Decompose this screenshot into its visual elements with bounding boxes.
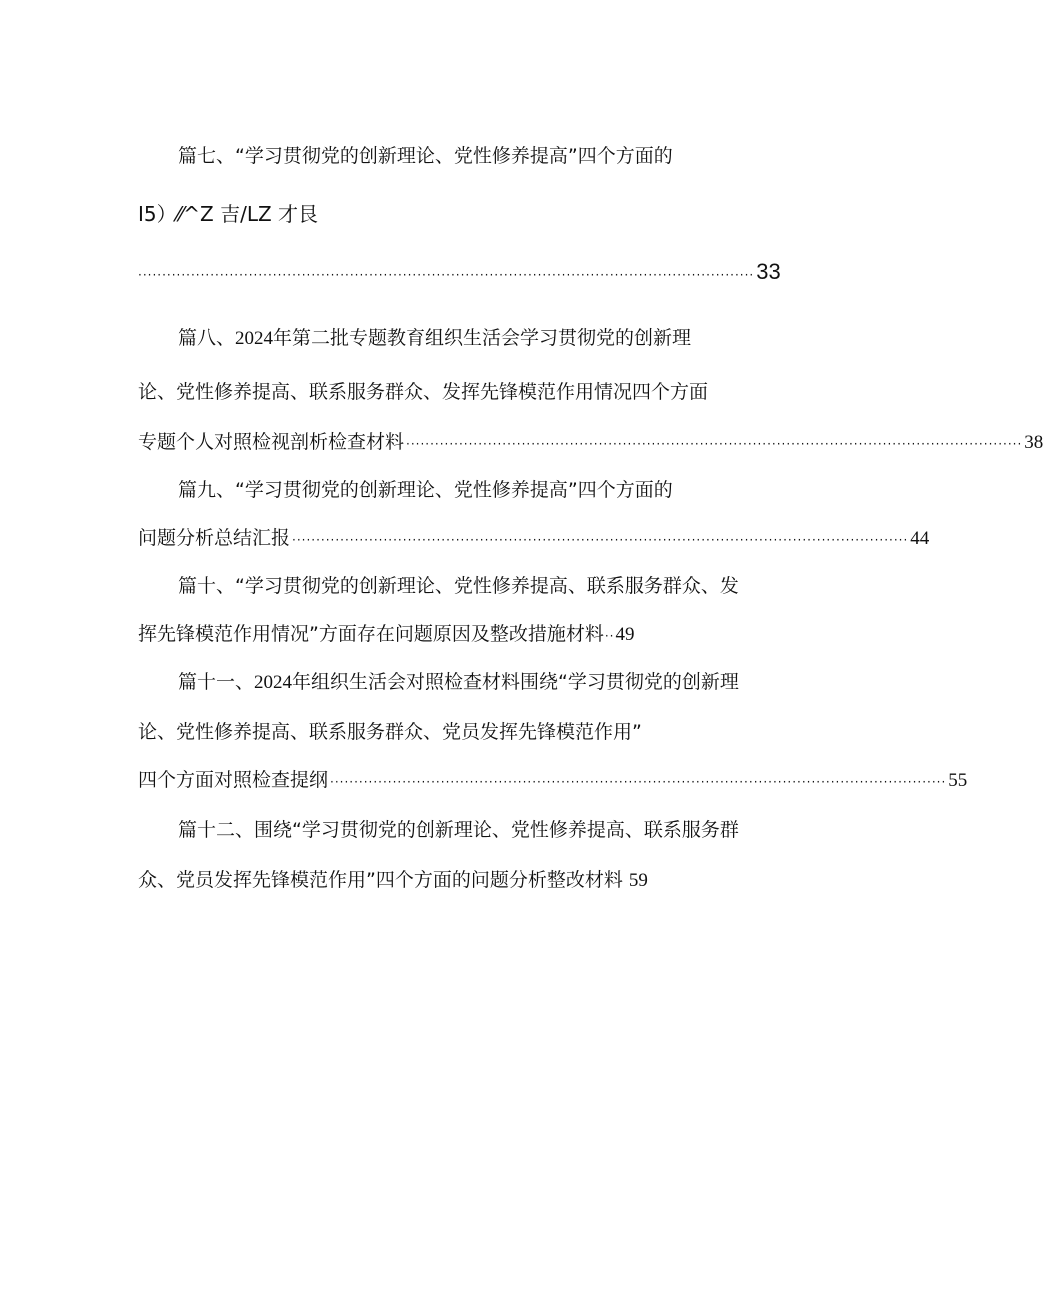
toc-entry-11-title-line3: 四个方面对照检查提纲 <box>138 769 329 791</box>
toc-entry-12-title-line1[interactable]: 篇十二、围绕“学习贯彻党的创新理论、党性修养提高、联系服务群 <box>178 819 739 841</box>
toc-entry-9-leader-row[interactable] <box>138 524 930 554</box>
dot-leader: ·· <box>604 629 615 643</box>
toc-entry-8-year: 2024 <box>235 328 274 349</box>
dot-leader: ································································································································ <box>406 437 1023 451</box>
toc-entry-7-page-number: 33 <box>756 259 781 284</box>
dot-leader: ································································································································ <box>292 533 909 547</box>
toc-entry-7-title-line1[interactable]: 篇七、“学习贯彻党的创新理论、党性修养提高”四个方面的 <box>178 145 673 167</box>
toc-entry-11-page-number: 55 <box>948 770 968 791</box>
toc-entry-7-title-line2[interactable]: I5）⁄⁄^Z 吉/LZ 才艮 <box>138 202 319 226</box>
toc-entry-8-title-line3: 专题个人对照检视剖析检查材料 <box>138 431 405 453</box>
toc-entry-9-title-line1[interactable]: 篇九、“学习贯彻党的创新理论、党性修养提高”四个方面的 <box>178 479 673 501</box>
toc-entry-9-page-number: 44 <box>910 528 930 549</box>
toc-entry-8-leader-row[interactable] <box>138 428 1043 458</box>
toc-entry-11-title-rest: 年组织生活会对照检查材料围绕“学习贯彻党的创新理 <box>292 671 739 693</box>
toc-entry-11-prefix: 篇十一、 <box>178 671 255 693</box>
toc-entry-11-title-line1[interactable] <box>178 668 739 697</box>
toc-entry-10-title-line2: 挥先锋模范作用情况”方面存在问题原因及整改措施材料 <box>138 623 604 645</box>
toc-entry-9-title-line2: 问题分析总结汇报 <box>138 527 291 549</box>
toc-entry-10-leader-row[interactable] <box>138 620 668 650</box>
dot-leader: ································································································································ <box>330 775 947 789</box>
toc-entry-12-page-number: 59 <box>628 870 648 891</box>
toc-entry-8-page-number: 38 <box>1024 432 1043 453</box>
toc-entry-10-page-number: 49 <box>615 624 635 645</box>
toc-entry-7-leader-row[interactable] <box>138 258 781 289</box>
toc-entry-10-title-line1[interactable]: 篇十、“学习贯彻党的创新理论、党性修养提高、联系服务群众、发 <box>178 575 739 597</box>
toc-entry-11-year: 2024 <box>254 672 293 693</box>
toc-entry-12-leader-row[interactable] <box>138 866 648 895</box>
toc-entry-11-title-line2[interactable]: 论、党性修养提高、联系服务群众、党员发挥先锋模范作用” <box>138 721 642 743</box>
toc-entry-12-title-line2: 众、党员发挥先锋模范作用”四个方面的问题分析整改材料 <box>138 869 623 891</box>
toc-entry-8-prefix: 篇八、 <box>178 327 236 349</box>
toc-entry-8-title-line2[interactable]: 论、党性修养提高、联系服务群众、发挥先锋模范作用情况四个方面 <box>138 381 709 403</box>
toc-entry-8-title-line1[interactable] <box>178 324 691 353</box>
dot-leader: ································································································································ <box>138 268 755 282</box>
toc-entry-11-leader-row[interactable] <box>138 766 968 796</box>
toc-entry-8-title-rest: 年第二批专题教育组织生活会学习贯彻党的创新理 <box>273 327 692 349</box>
